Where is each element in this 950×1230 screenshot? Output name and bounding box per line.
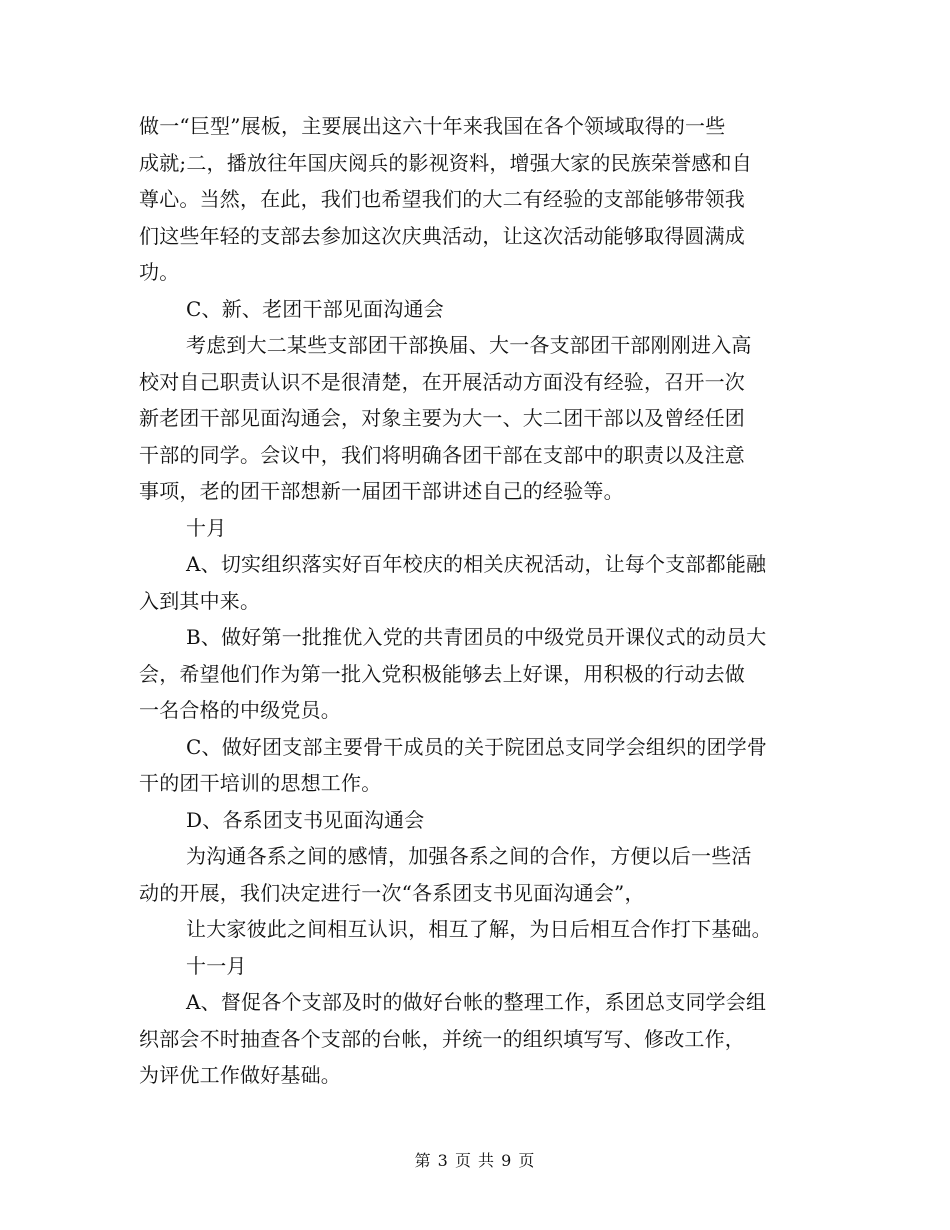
text-line: A、督促各个支部及时的做好台帐的整理工作，系团总支同学会组: [186, 990, 767, 1014]
text-line: 一名合格的中级党员。: [139, 698, 341, 722]
text-line: A、切实组织落实好百年校庆的相关庆祝活动，让每个支部都能融: [186, 552, 767, 576]
text-line: 为沟通各系之间的感情，加强各系之间的合作，方便以后一些活: [186, 844, 752, 868]
text-line: 新老团干部见面沟通会，对象主要为大一、大二团干部以及曾经任团: [139, 406, 745, 430]
text-line: 动的开展，我们决定进行一次“各系团支书见面沟通会”，: [139, 880, 645, 905]
text-line: C、做好团支部主要骨干成员的关于院团总支同学会组织的团学骨: [186, 734, 768, 759]
text-line: 成就;二，播放往年国庆阅兵的影视资料，增强大家的民族荣誉感和自: [139, 150, 752, 175]
text-line: C、新、老团干部见面沟通会: [186, 296, 444, 321]
text-line: 十月: [186, 515, 227, 540]
text-line: 让大家彼此之间相互认识，相互了解，为日后相互合作打下基础。: [186, 917, 772, 941]
document-body: [139, 108, 811, 1094]
text-line: 校对自己职责认识不是很清楚，在开展活动方面没有经验，召开一次: [139, 369, 745, 394]
text-line: 考虑到大二某些支部团干部换届、大一各支部团干部刚刚进入高: [186, 333, 752, 357]
text-line: 做一“巨型”展板，主要展出这六十年来我国在各个领域取得的一些: [139, 114, 726, 138]
text-line: 织部会不时抽查各个支部的台帐，并统一的组织填写写、修改工作，: [139, 1026, 745, 1051]
text-line: 会，希望他们作为第一批入党积极能够去上好课，用积极的行动去做: [139, 661, 745, 686]
page-number-footer: 第 3 页 共 9 页: [414, 1151, 536, 1170]
text-line: 们这些年轻的支部去参加这次庆典活动，让这次活动能够取得圆满成: [139, 223, 745, 248]
text-line: 尊心。当然，在此，我们也希望我们的大二有经验的支部能够带领我: [139, 187, 745, 211]
text-line: 十一月: [186, 953, 247, 978]
text-line: 干的团干培训的思想工作。: [139, 771, 382, 795]
text-line: 为评优工作做好基础。: [139, 1063, 341, 1087]
text-line: 功。: [139, 260, 180, 284]
text-line: D、各系团支书见面沟通会: [186, 807, 425, 832]
text-line: 干部的同学。会议中，我们将明确各团干部在支部中的职责以及注意: [139, 442, 745, 467]
text-line: 入到其中来。: [139, 588, 261, 613]
text-line: B、做好第一批推优入党的共青团员的中级党员开课仪式的动员大: [186, 625, 767, 649]
text-line: 事项，老的团干部想新一届团干部讲述自己的经验等。: [139, 479, 624, 503]
